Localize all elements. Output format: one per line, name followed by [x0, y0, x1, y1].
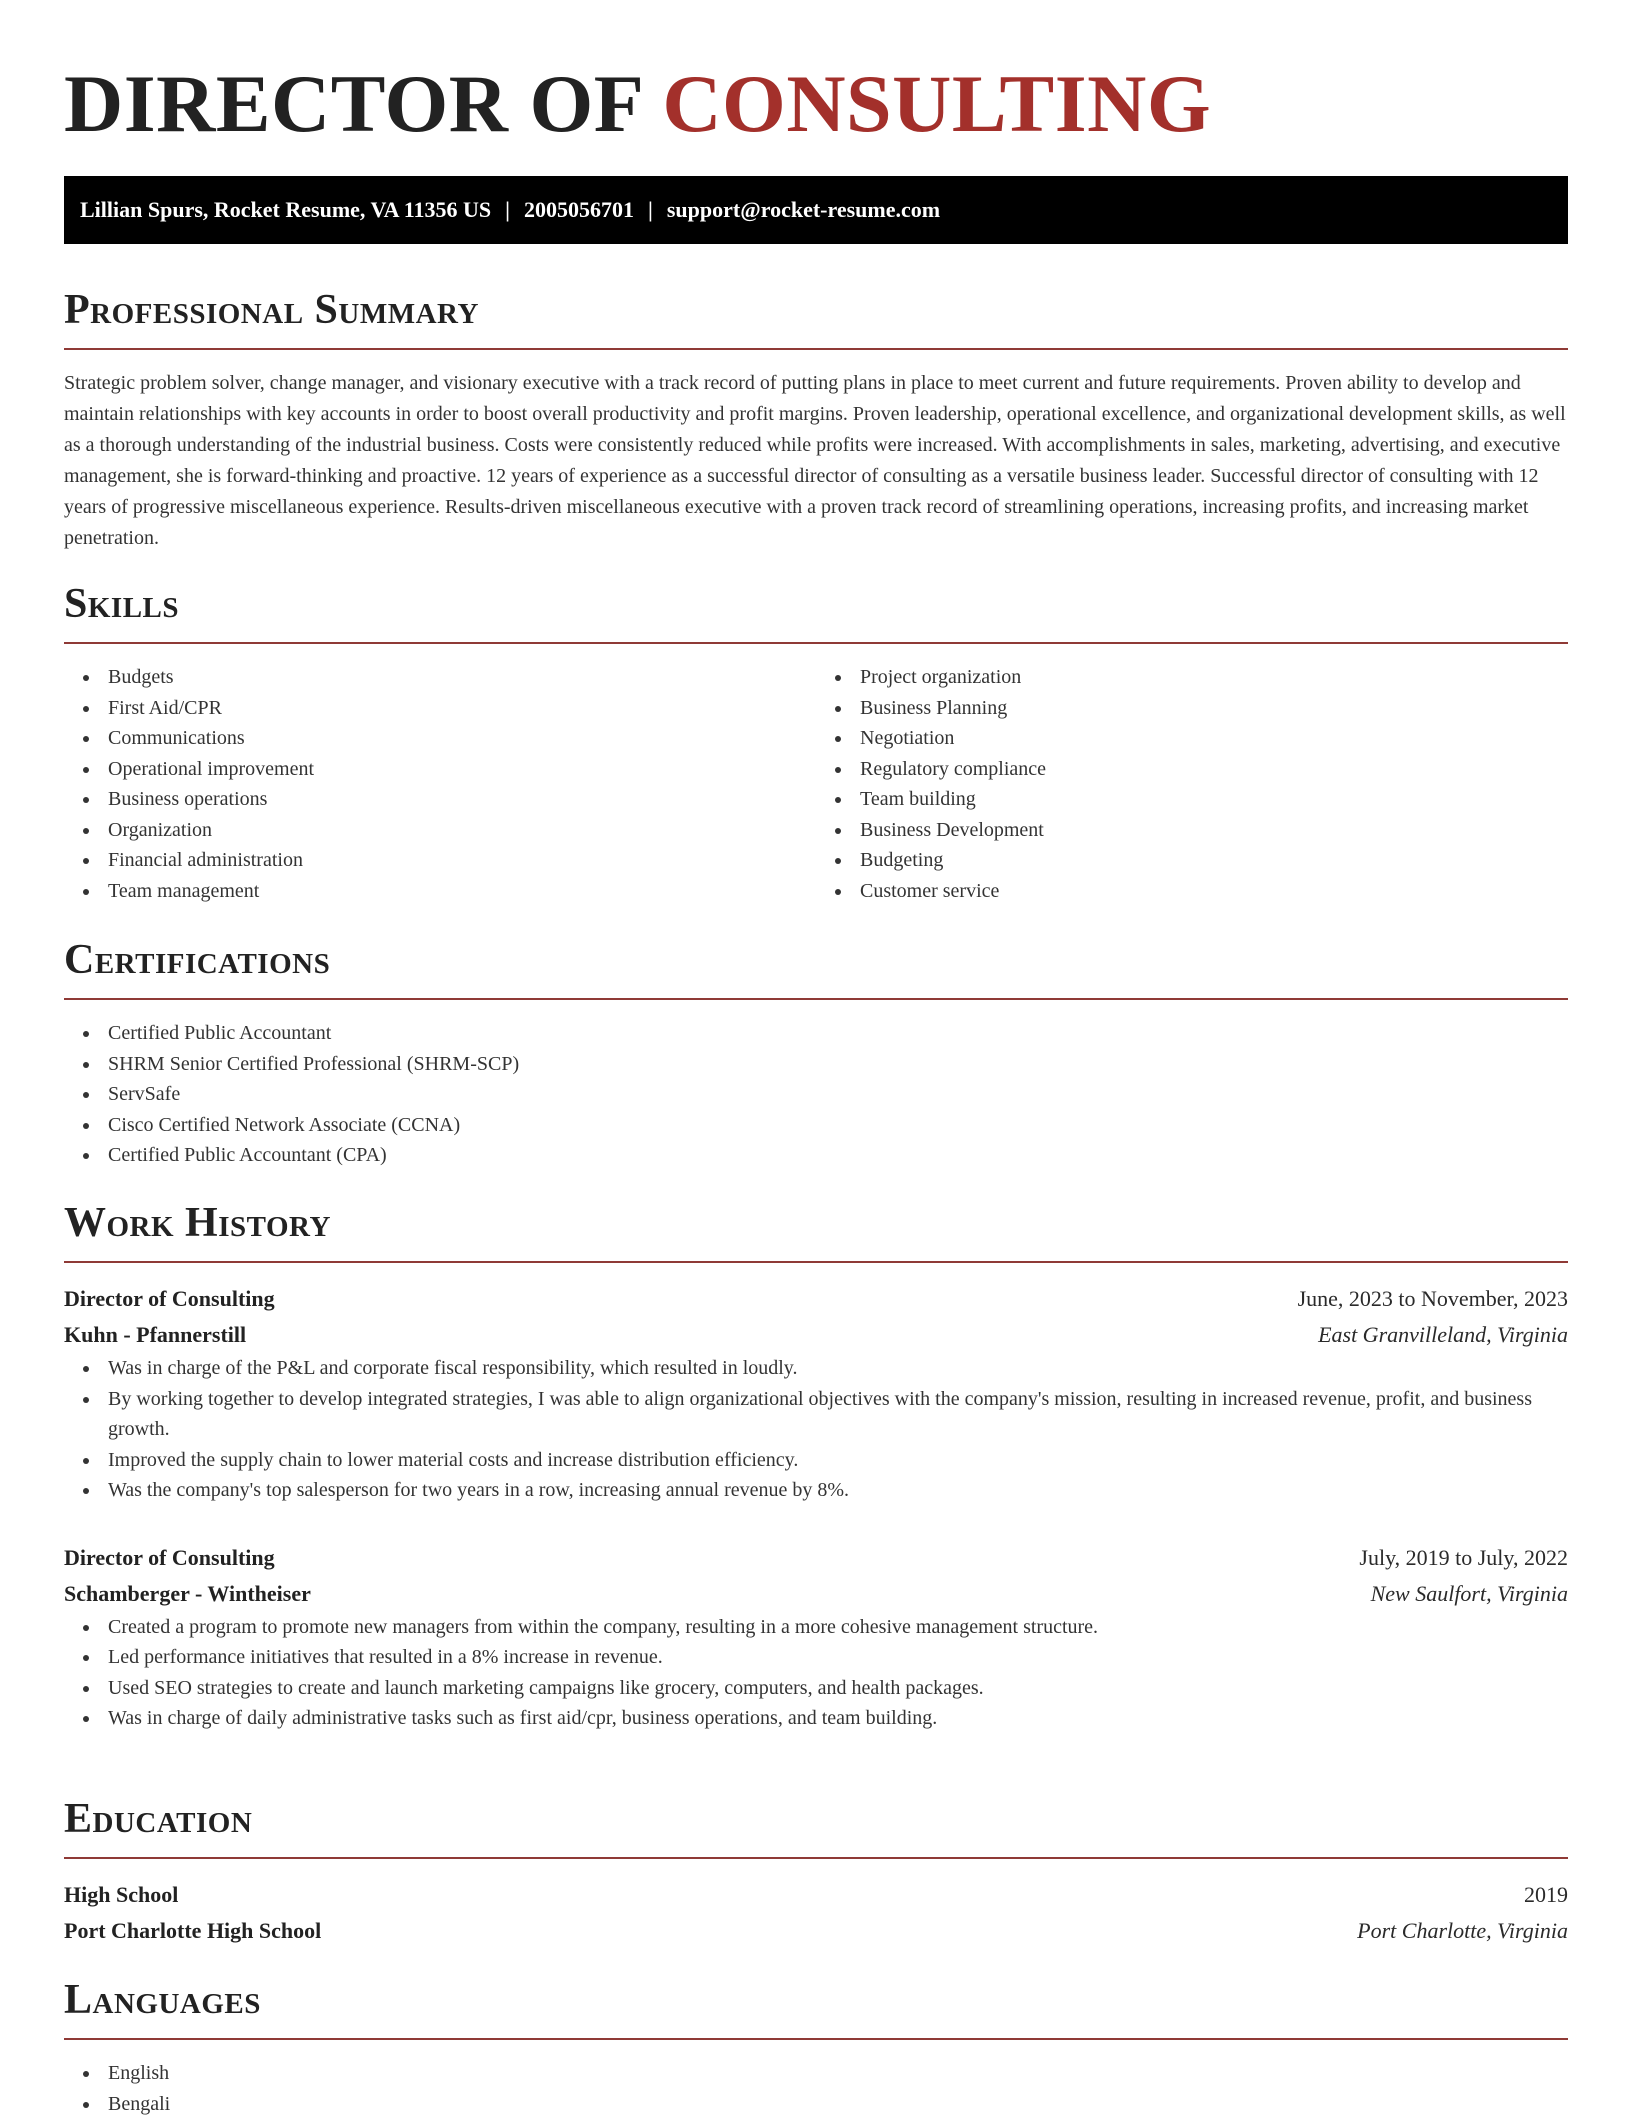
skills-grid: [64, 662, 1568, 906]
skill-item: First Aid/CPR: [108, 693, 816, 724]
skill-item: Business Development: [860, 815, 1568, 846]
skill-item: Organization: [108, 815, 816, 846]
skill-item: Negotiation: [860, 723, 1568, 754]
skill-item: Business operations: [108, 784, 816, 815]
summary-section: [64, 286, 1568, 554]
job-company-row: [64, 1317, 1568, 1353]
education-school: Port Charlotte High School: [64, 1913, 321, 1949]
skills-heading: Skills: [64, 580, 1568, 628]
skill-item: Budgeting: [860, 845, 1568, 876]
skill-item: Budgets: [108, 662, 816, 693]
skill-item: Team management: [108, 876, 816, 907]
summary-text: Strategic problem solver, change manager, and visionary executive with a track record of putting plans in place to meet current and future requirements. Proven ability to develop and maintain relationships with key accounts in order to boost overall productivity and profit margins. Proven leadership, operational excellence, and organizational development skills, as well as a thorough understanding of the industrial business. Costs were consistently reduced while profits were increased. With accomplishments in sales, marketing, advertising, and executive management, she is forward-thinking and proactive. 12 years of experience as a successful director of consulting as a versatile business leader. Successful director of consulting with 12 years of progressive miscellaneous experience. Results-driven miscellaneous executive with a proven track record of streamlining operations, increasing profits, and increasing market penetration.: [64, 368, 1568, 554]
education-degree: High School: [64, 1877, 178, 1913]
contact-phone: 2005056701: [524, 197, 634, 222]
skill-item: Project organization: [860, 662, 1568, 693]
job-company: Kuhn - Pfannerstill: [64, 1317, 246, 1353]
certifications-section: [64, 936, 1568, 1171]
job-entry: [64, 1540, 1568, 1734]
title-main: DIRECTOR OF: [64, 58, 641, 149]
job-bullet: Improved the supply chain to lower material costs and increase distribution efficiency.: [108, 1445, 1568, 1476]
education-section: [64, 1795, 1568, 1949]
job-company: Schamberger - Wintheiser: [64, 1576, 311, 1612]
skill-item: Customer service: [860, 876, 1568, 907]
skill-item: Communications: [108, 723, 816, 754]
job-title: Director of Consulting: [64, 1540, 275, 1576]
job-dates: July, 2019 to July, 2022: [1359, 1540, 1568, 1576]
skill-item: Team building: [860, 784, 1568, 815]
education-heading: Education: [64, 1795, 1568, 1843]
skill-item: Regulatory compliance: [860, 754, 1568, 785]
job-location: East Granvilleland, Virginia: [1318, 1317, 1568, 1353]
job-bullet: Was in charge of the P&L and corporate fiscal responsibility, which resulted in loudly.: [108, 1353, 1568, 1384]
contact-separator: |: [634, 197, 667, 222]
skills-list-right: [816, 662, 1568, 906]
certifications-heading: Certifications: [64, 936, 1568, 984]
skill-item: Operational improvement: [108, 754, 816, 785]
certification-item: Certified Public Accountant: [108, 1018, 1568, 1049]
certifications-list: [64, 1018, 1568, 1171]
skill-item: Financial administration: [108, 845, 816, 876]
job-header-row: [64, 1281, 1568, 1317]
title-accent: CONSULTING: [662, 58, 1211, 149]
education-school-row: [64, 1913, 1568, 1949]
education-degree-row: [64, 1877, 1568, 1913]
education-location: Port Charlotte, Virginia: [1357, 1913, 1568, 1949]
job-bullet: Used SEO strategies to create and launch marketing campaigns like grocery, computers, and health packages.: [108, 1673, 1568, 1704]
contact-email: support@rocket-resume.com: [667, 197, 940, 222]
education-year: 2019: [1524, 1877, 1568, 1913]
contact-bar: [64, 176, 1568, 244]
job-company-row: [64, 1576, 1568, 1612]
resume-page: [64, 0, 1568, 244]
summary-heading: Professional Summary: [64, 286, 1568, 334]
contact-separator: |: [491, 197, 524, 222]
job-bullet: By working together to develop integrated strategies, I was able to align organizational objectives with the company's mission, resulting in increased revenue, profit, and business growth.: [108, 1384, 1568, 1445]
languages-list: [64, 2058, 1568, 2119]
job-location: New Saulfort, Virginia: [1371, 1576, 1568, 1612]
certification-item: SHRM Senior Certified Professional (SHRM-SCP): [108, 1049, 1568, 1080]
job-bullet: Was in charge of daily administrative tasks such as first aid/cpr, business operations, and team building.: [108, 1703, 1568, 1734]
skill-item: Business Planning: [860, 693, 1568, 724]
section-divider: [64, 998, 1568, 1000]
language-item: Bengali: [108, 2089, 1568, 2119]
section-divider: [64, 1857, 1568, 1859]
job-bullet: Was the company's top salesperson for two years in a row, increasing annual revenue by 8%.: [108, 1475, 1568, 1506]
job-entry: [64, 1281, 1568, 1506]
section-divider: [64, 2038, 1568, 2040]
job-bullet: Led performance initiatives that resulted in a 8% increase in revenue.: [108, 1642, 1568, 1673]
job-bullets: [64, 1612, 1568, 1734]
certification-item: Cisco Certified Network Associate (CCNA): [108, 1110, 1568, 1141]
section-divider: [64, 642, 1568, 644]
contact-address: Lillian Spurs, Rocket Resume, VA 11356 US: [80, 197, 491, 222]
certification-item: Certified Public Accountant (CPA): [108, 1140, 1568, 1171]
job-header-row: [64, 1540, 1568, 1576]
resume-title: [64, 0, 1568, 176]
work-history-section: [64, 1199, 1568, 1734]
job-bullets: [64, 1353, 1568, 1506]
section-divider: [64, 348, 1568, 350]
languages-heading: Languages: [64, 1976, 1568, 2024]
section-divider: [64, 1261, 1568, 1263]
skills-list-left: [64, 662, 816, 906]
language-item: English: [108, 2058, 1568, 2089]
languages-section: [64, 1976, 1568, 2119]
certification-item: ServSafe: [108, 1079, 1568, 1110]
job-bullet: Created a program to promote new managers from within the company, resulting in a more cohesive management structure.: [108, 1612, 1568, 1643]
job-dates: June, 2023 to November, 2023: [1298, 1281, 1568, 1317]
work-history-heading: Work History: [64, 1199, 1568, 1247]
job-title: Director of Consulting: [64, 1281, 275, 1317]
skills-section: [64, 580, 1568, 906]
